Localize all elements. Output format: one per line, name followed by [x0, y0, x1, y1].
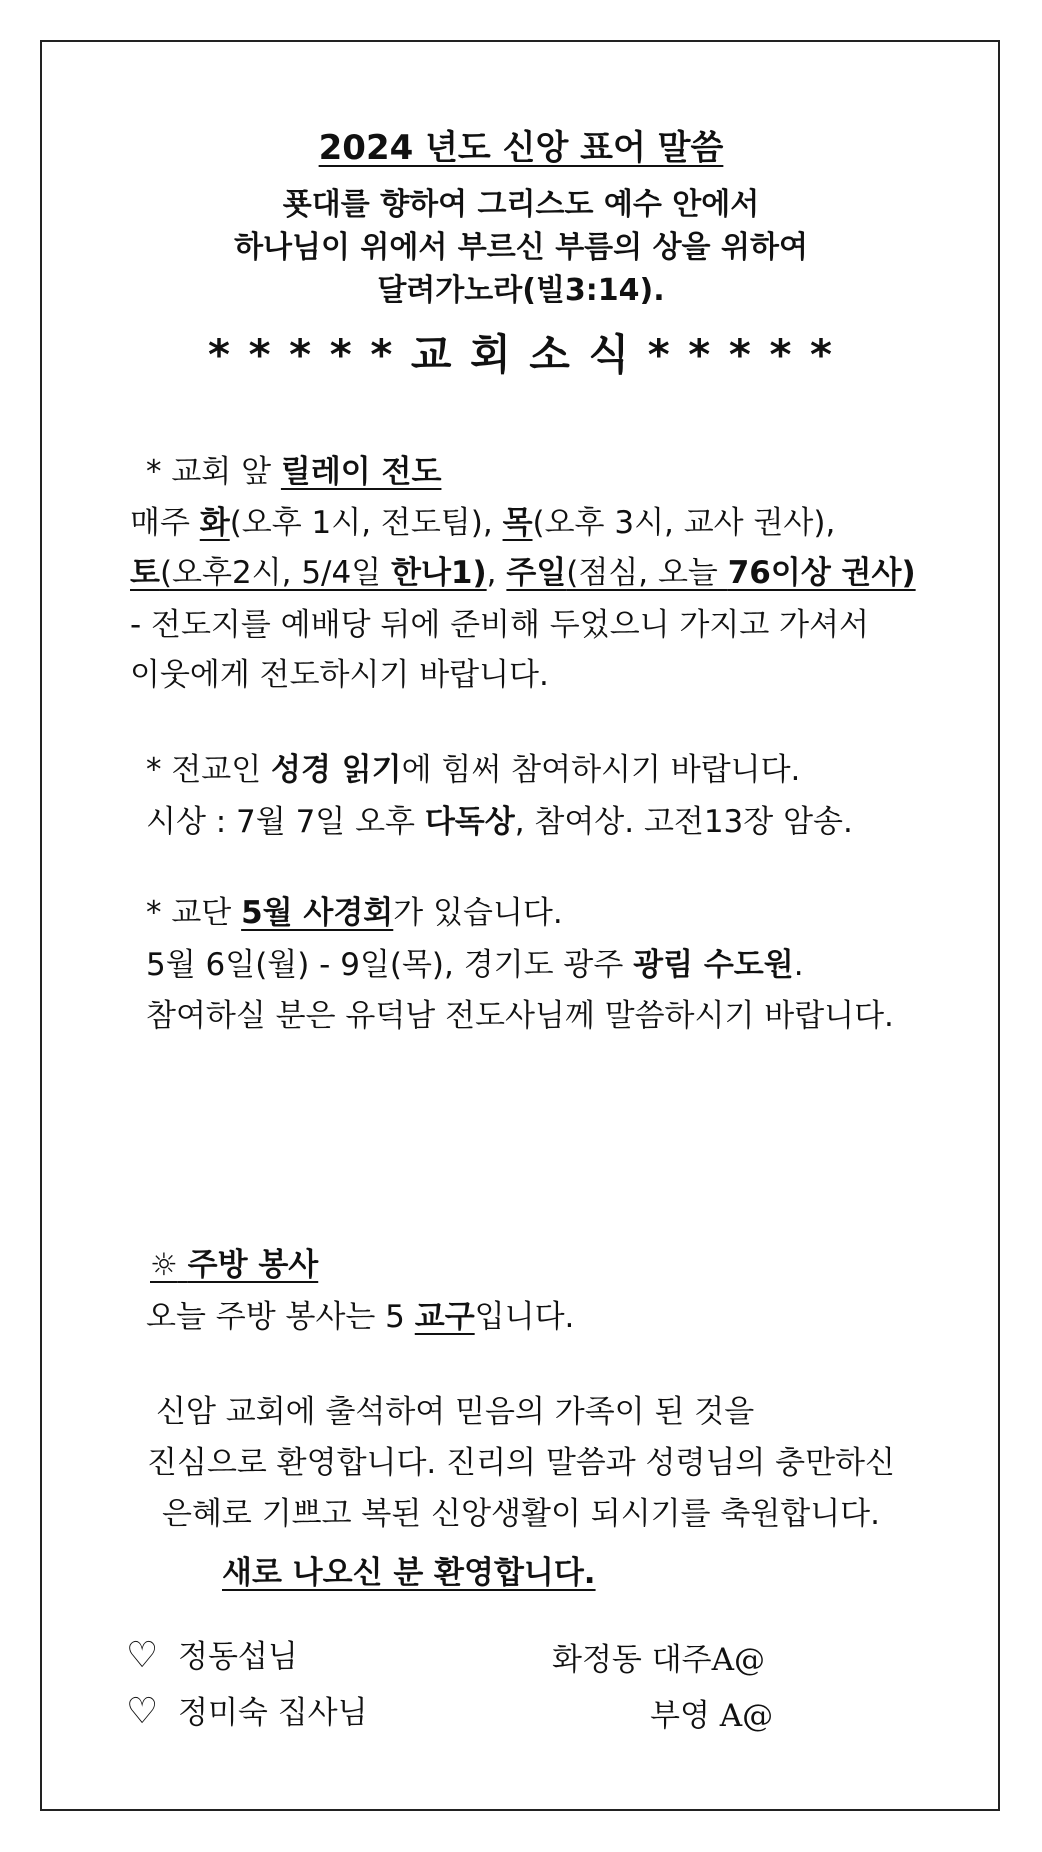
bible-heading: [146, 750, 800, 790]
retreat-highlight: 5월 사경회: [241, 895, 394, 931]
relay-line-2: [130, 503, 835, 543]
kitchen-l2a: 오늘 주방 봉사는 5: [146, 1299, 415, 1335]
relay-line-5: 이웃에게 전도하시기 바랍니다.: [130, 657, 549, 693]
newcomer-row: [126, 1636, 298, 1677]
relay-l2a: 매주: [130, 505, 200, 541]
kitchen-l2c: 입니다.: [474, 1299, 575, 1335]
relay-l3b: ,: [486, 555, 507, 591]
kitchen-heading: [150, 1245, 318, 1285]
relay-l3d: 76이상 권사): [727, 555, 916, 591]
kitchen-heading-text: 주방 봉사: [187, 1247, 319, 1283]
retreat-bullet: * 교단: [146, 895, 242, 931]
newcomer-place: 화정동 대주A@: [552, 1642, 765, 1678]
retreat-l2c: .: [793, 947, 804, 983]
bible-l2a: 시상 : 7월 7일 오후: [146, 804, 425, 840]
kitchen-line-2: [146, 1297, 574, 1337]
welcome-line-2: 진심으로 환영합니다. 진리의 말씀과 성령님의 충만하신: [147, 1445, 895, 1481]
welcome-l4-text: 새로 나오신 분 환영합니다.: [222, 1555, 596, 1591]
verse-line-2: 하나님이 위에서 부르신 부름의 상을 위하여: [234, 230, 808, 265]
heart-icon: ♡: [126, 1691, 159, 1732]
newcomer-row: [126, 1692, 368, 1733]
sun-icon: ☼: [150, 1247, 178, 1283]
newcomer-place: 부영 A@: [650, 1698, 774, 1734]
relay-line-4: - 전도지를 예배당 뒤에 준비해 두었으니 가지고 가셔서: [130, 607, 869, 643]
newcomer-name: 정미숙 집사님: [178, 1695, 368, 1731]
bible-l2b: 다독상: [424, 804, 515, 840]
verse-line-3: 달려가노라(빌3:14).: [377, 273, 665, 308]
relay-bullet: * 교회 앞: [146, 454, 281, 490]
kitchen-l2b: 교구: [414, 1299, 475, 1335]
relay-l2c: (오후 3시, 교사 권사),: [532, 505, 836, 541]
welcome-line-3: 은혜로 기쁘고 복된 신앙생활이 되시기를 축원합니다.: [162, 1496, 880, 1532]
relay-l3a: (오후2시, 5/4일: [159, 555, 392, 591]
motto-title: [0, 128, 1042, 168]
relay-l2b: (오후 1시, 전도팀),: [229, 505, 503, 541]
verse-line-1: 푯대를 향하여 그리스도 예수 안에서: [282, 187, 760, 222]
bible-highlight: 성경 읽기: [271, 752, 402, 788]
relay-tue: 화: [199, 505, 230, 541]
relay-thu: 목: [502, 505, 533, 541]
retreat-l2b: 광림 수도원: [633, 947, 794, 983]
relay-line-3: [130, 553, 916, 593]
welcome-line-4: [222, 1553, 596, 1593]
retreat-rest: 가 있습니다.: [393, 895, 563, 931]
motto-title-text: 2024 년도 신앙 표어 말씀: [318, 128, 724, 168]
retreat-line-3: 참여하실 분은 유덕남 전도사님께 말씀하시기 바랍니다.: [146, 998, 894, 1034]
relay-sun: 주일: [506, 555, 567, 591]
retreat-heading: [146, 893, 563, 933]
retreat-line-2: [146, 945, 804, 985]
heart-icon: ♡: [126, 1635, 159, 1676]
newcomer-name: 정동섭님: [178, 1639, 298, 1675]
relay-hana: 한나1): [391, 555, 487, 591]
relay-heading: [146, 452, 441, 492]
bible-line-2: [146, 802, 853, 842]
kitchen-group: [150, 1247, 318, 1283]
welcome-line-1: 신암 교회에 출석하여 믿음의 가족이 된 것을: [156, 1394, 755, 1430]
relay-sat: 토: [130, 555, 160, 591]
bible-l2c: , 참여상. 고전13장 암송.: [514, 804, 853, 840]
section-title: * * * * * 교 회 소 식 * * * * *: [207, 330, 834, 379]
bible-rest: 에 힘써 참여하시기 바랍니다.: [401, 752, 801, 788]
relay-heading-text: 릴레이 전도: [280, 454, 442, 490]
retreat-l2a: 5월 6일(월) - 9일(목), 경기도 광주: [146, 947, 634, 983]
relay-l3c: (점심, 오늘: [566, 555, 728, 591]
bible-bullet: * 전교인: [146, 752, 272, 788]
